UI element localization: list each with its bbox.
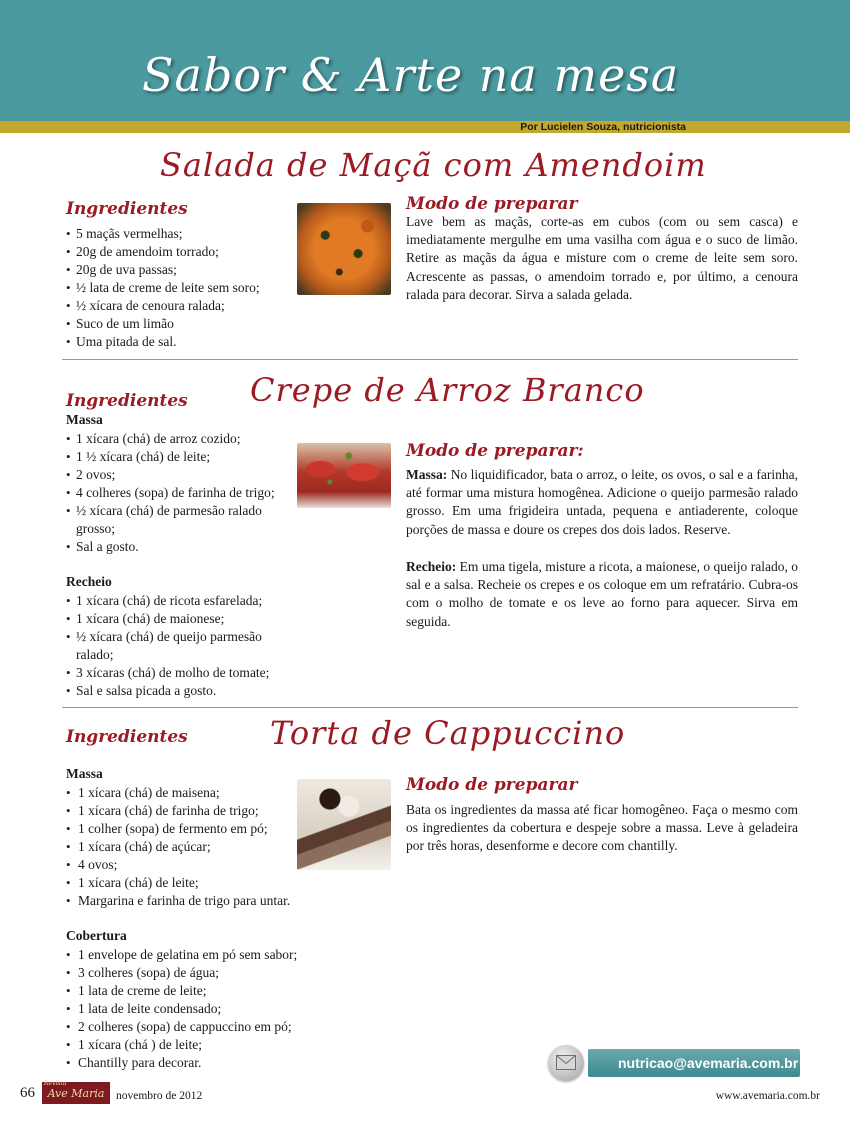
ingredients-list-torta-cobertura [66,946,316,1072]
method-text-crepe-massa [406,466,798,539]
method-heading: Modo de preparar [406,194,578,214]
envelope-icon[interactable] [548,1045,584,1081]
magazine-section-title: Sabor & Arte na mesa [142,48,680,102]
list-item: • Sal e salsa picada a gosto. [66,682,296,700]
list-item: • 1 xícara (chá) de maionese; [66,610,296,628]
ingredients-heading: Ingredientes [66,199,188,219]
list-item: • ½ xícara de cenoura ralada; [66,297,296,315]
website-link[interactable]: www.avemaria.com.br [715,1090,820,1102]
list-item: • 1 xícara (chá) de açúcar; [66,838,306,856]
crepe-photo [297,443,391,508]
list-item: • 1 xícara (chá) de maisena; [66,784,306,802]
torta-photo [297,779,391,870]
list-item: • 1 lata de creme de leite; [66,982,316,1000]
ingredients-heading: Ingredientes [66,391,188,411]
list-item: • Sal a gosto. [66,538,296,556]
list-item: • 4 ovos; [66,856,306,874]
list-item: • Uma pitada de sal. [66,333,296,351]
list-item: • Suco de um limão [66,315,296,333]
recipe-title-salada: Salada de Maçã com Amendoim [160,146,707,184]
ingredients-list-crepe-recheio [66,592,296,700]
list-item: • 2 colheres (sopa) de cappuccino em pó; [66,1018,316,1036]
ingredients-list-torta-massa [66,784,306,910]
method-step-label: Massa: [406,467,448,482]
method-text-salada: Lave bem as maçãs, corte-as em cubos (com ou sem casca) e imediatamente mergulhe em uma vasilha com água e o suco de limão. Retire as maçãs da água e misture com o creme de leite sem soro. Acrescente as passas, o amendoim torrado e, por último, a cenoura ralada para decorar. Sirva a salada gelada. [406,214,798,302]
ingredients-group-label: Massa [66,412,103,427]
page-number: 66 [20,1085,35,1101]
list-item: • 1 xícara (chá ) de leite; [66,1036,316,1054]
list-item: • 1 xícara (chá) de arroz cozido; [66,430,296,448]
method-text-crepe-recheio [406,558,798,631]
magazine-logo: Ave Maria [42,1082,110,1104]
list-item: • 4 colheres (sopa) de farinha de trigo; [66,484,296,502]
method-text-torta: Bata os ingredientes da massa até ficar homogêneo. Faça o mesmo com os ingredientes da cobertura e despeje sobre a massa. Leve à geladeira por três horas, desenforme e decore com chantilly. [406,802,798,854]
list-item: • Margarina e farinha de trigo para untar. [66,892,306,910]
method-step-text: Em uma tigela, misture a ricota, a maionese, o queijo ralado, o sal e a salsa. Recheie os crepes e os coloque em um refratário. Cubra-os com o molho de tomate e os leve ao forno para aquecer. Sirva em seguida. [406,559,799,629]
list-item: • ½ xícara (chá) de parmesão ralado grosso; [66,502,296,538]
section-divider [62,359,798,360]
recipe-title-torta: Torta de Cappuccino [270,714,626,752]
list-item: • 1 lata de leite condensado; [66,1000,316,1018]
list-item: • 1 xícara (chá) de farinha de trigo; [66,802,306,820]
issue-date: novembro de 2012 [116,1090,203,1102]
list-item: • 5 maçãs vermelhas; [66,225,296,243]
list-item: • 1 envelope de gelatina em pó sem sabor; [66,946,316,964]
method-step-label: Recheio: [406,559,457,574]
list-item: • 3 xícaras (chá) de molho de tomate; [66,664,296,682]
ingredients-list-salada [66,225,296,351]
list-item: • 1 colher (sopa) de fermento em pó; [66,820,306,838]
ingredients-group-label: Cobertura [66,928,127,943]
section-divider [62,707,798,708]
list-item: • 2 ovos; [66,466,296,484]
contact-email[interactable]: nutricao@avemaria.com.br [618,1055,799,1071]
method-heading: Modo de preparar [406,775,578,795]
recipe-title-crepe: Crepe de Arroz Branco [250,371,645,409]
list-item: • 1 xícara (chá) de ricota esfarelada; [66,592,296,610]
magazine-logo-small: Revista [44,1080,67,1087]
author-byline: Por Lucielen Souza, nutricionista [520,121,686,133]
method-step-text: No liquidificador, bata o arroz, o leite, os ovos, o sal e a farinha, até formar uma mistura homogênea. Adicione o queijo parmesão ralado grosso. Em uma frigideira untada, pequena e antiaderente, coloque porções de massa e doure os crepes dos dois lados. Reserve. [406,467,798,537]
ingredients-group-label: Recheio [66,574,112,589]
list-item: • 1 ½ xícara (chá) de leite; [66,448,296,466]
header-gold-stripe [0,121,850,133]
method-heading: Modo de preparar: [406,441,584,461]
list-item: • 1 xícara (chá) de leite; [66,874,306,892]
ingredients-heading: Ingredientes [66,727,188,747]
list-item: • 3 colheres (sopa) de água; [66,964,316,982]
list-item: • 20g de uva passas; [66,261,296,279]
ingredients-list-crepe-massa [66,430,296,556]
list-item: • ½ lata de creme de leite sem soro; [66,279,296,297]
list-item: • ½ xícara (chá) de queijo parmesão ralado; [66,628,296,664]
salada-photo [297,203,391,295]
ingredients-group-label: Massa [66,766,103,781]
list-item: • 20g de amendoim torrado; [66,243,296,261]
list-item: • Chantilly para decorar. [66,1054,316,1072]
